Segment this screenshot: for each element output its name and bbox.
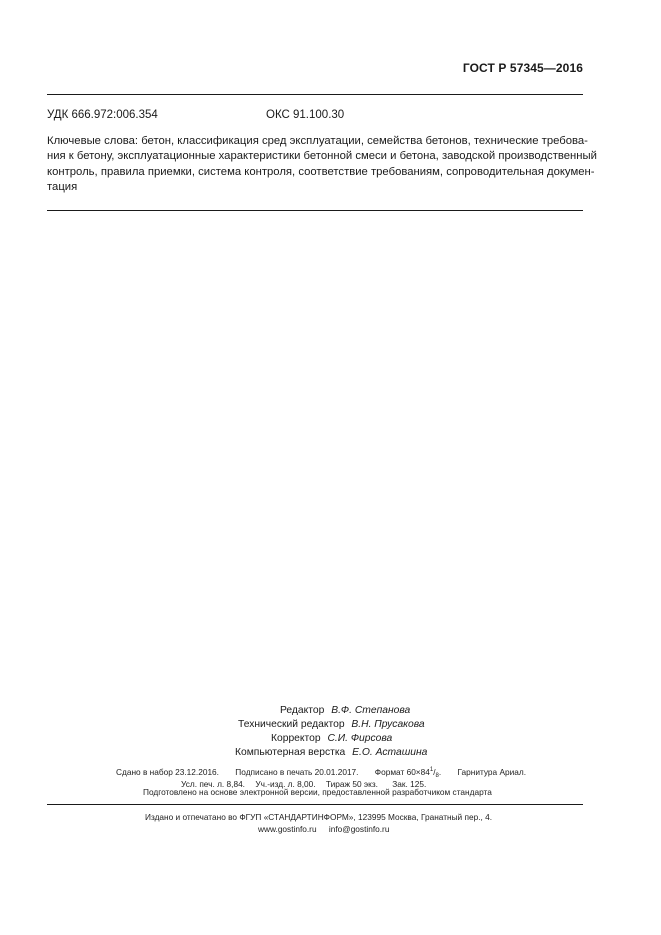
imprint-order: Зак. 125. [392, 779, 427, 789]
udk-code: УДК 666.972:006.354 [47, 109, 158, 121]
credit-name: Е.О. Асташина [352, 747, 428, 758]
imprint-contacts [258, 824, 389, 834]
oks-code: ОКС 91.100.30 [266, 109, 345, 121]
imprint-divider [47, 804, 583, 805]
credit-role: Технический редактор [238, 719, 345, 730]
credit-name: В.Н. Прусакова [351, 719, 425, 730]
imprint-publisher: Издано и отпечатано во ФГУП «СТАНДАРТИНФОРМ», 123995 Москва, Гранатный пер., 4. [145, 812, 493, 822]
keywords-line: ния к бетону, эксплуатационные характеристики бетонной смеси и бетона, заводской производственный [47, 150, 597, 163]
keywords-line: Ключевые слова: бетон, классификация сред эксплуатации, семейства бетонов, технические требова- [47, 135, 588, 147]
credit-role: Компьютерная верстка [235, 747, 346, 758]
keywords-line: тация [47, 180, 78, 193]
standard-code-header: ГОСТ Р 57345—2016 [462, 61, 583, 75]
imprint-copies: Тираж 50 экз. [325, 779, 378, 789]
credit-editor [280, 705, 410, 716]
imprint-website: www.gostinfo.ru [258, 824, 317, 834]
credit-name: С.И. Фирсова [327, 733, 393, 744]
imprint-typeset: Сдано в набор 23.12.2016. [116, 767, 219, 777]
keywords-divider [47, 210, 583, 211]
keywords-line: контроль, правила приемки, система контроля, соответствие требованиям, сопроводительная докумен- [47, 165, 595, 178]
credit-role: Корректор [271, 733, 321, 744]
imprint-line-1 [116, 767, 526, 779]
imprint-font: Гарнитура Ариал. [457, 767, 527, 777]
imprint-format: Формат $60\times 84^1/_8$. [374, 767, 442, 779]
credit-role: Редактор [280, 705, 325, 716]
top-divider [47, 94, 583, 95]
credit-tech-editor [238, 719, 425, 730]
keywords-paragraph [47, 134, 597, 195]
credit-proofreader [271, 733, 392, 744]
imprint-prepared: Подготовлено на основе электронной версии, предоставленной разработчиком стандарта [143, 787, 492, 797]
credit-layout [235, 747, 427, 758]
imprint-pub-sheets: Уч.-изд. л. 8,00. [255, 779, 316, 789]
imprint-signed: Подписано в печать 20.01.2017. [235, 767, 359, 777]
credit-name: В.Ф. Степанова [331, 705, 411, 716]
imprint-print-sheets: Усл. печ. л. 8,84. [181, 779, 245, 789]
imprint-email: info@gostinfo.ru [328, 824, 390, 834]
